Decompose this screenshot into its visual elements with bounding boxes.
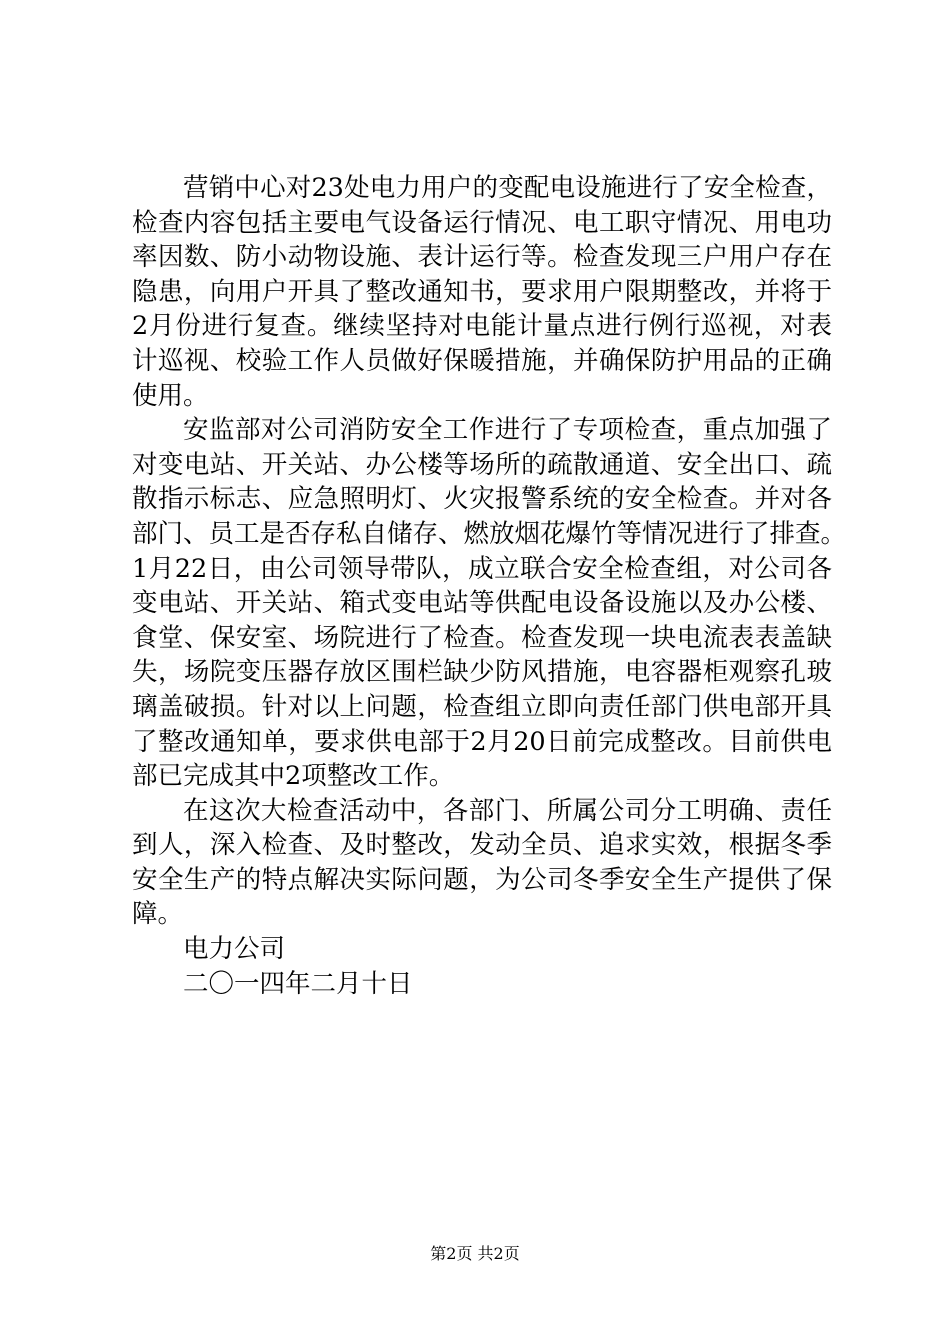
- paragraph-line: 食堂、保安室、场院进行了检查。检查发现一块电流表表盖缺: [132, 622, 832, 653]
- document-body: [132, 171, 847, 1001]
- paragraph-line: 1月22日，由公司领导带队，成立联合安全检查组，对公司各: [132, 553, 832, 584]
- paragraph-line: 隐患，向用户开具了整改通知书，要求用户限期整改，并将于: [132, 276, 832, 307]
- signature-company: 电力公司: [183, 934, 286, 965]
- paragraph-line: 障。: [132, 899, 184, 930]
- paragraph-line: 安监部对公司消防安全工作进行了专项检查，重点加强了: [183, 415, 832, 446]
- signature-date: 二〇一四年二月十日: [183, 968, 413, 999]
- paragraph-line: 计巡视、校验工作人员做好保暖措施，并确保防护用品的正确: [132, 345, 832, 376]
- paragraph-fire-safety-inspection: [132, 413, 847, 794]
- paragraph-summary: [132, 794, 832, 932]
- paragraph-line: 到人，深入检查、及时整改，发动全员、追求实效，根据冬季: [132, 830, 832, 861]
- paragraph-line: 2月份进行复查。继续坚持对电能计量点进行例行巡视，对表: [132, 311, 832, 342]
- paragraph-line: 使用。: [132, 380, 209, 411]
- paragraph-line: 部已完成其中2项整改工作。: [132, 761, 455, 792]
- paragraph-line: 散指示标志、应急照明灯、火灾报警系统的安全检查。并对各: [132, 484, 832, 515]
- paragraph-line: 检查内容包括主要电气设备运行情况、电工职守情况、用电功: [132, 207, 832, 238]
- paragraph-line: 对变电站、开关站、办公楼等场所的疏散通道、安全出口、疏: [132, 449, 832, 480]
- paragraph-line: 在这次大检查活动中，各部门、所属公司分工明确、责任: [183, 795, 832, 826]
- paragraph-line: 变电站、开关站、箱式变电站等供配电设备设施以及办公楼、: [132, 588, 832, 619]
- paragraph-line: 失，场院变压器存放区围栏缺少防风措施，电容器柜观察孔玻: [132, 657, 832, 688]
- paragraph-marketing-inspection: [132, 171, 832, 413]
- paragraph-line: 安全生产的特点解决实际问题，为公司冬季安全生产提供了保: [132, 864, 832, 895]
- paragraph-line: 了整改通知单，要求供电部于2月20日前完成整改。目前供电: [132, 726, 832, 757]
- paragraph-line: 营销中心对23处电力用户的变配电设施进行了安全检查，: [183, 173, 832, 203]
- paragraph-line: 率因数、防小动物设施、表计运行等。检查发现三户用户存在: [132, 242, 832, 273]
- paragraph-line: 部门、员工是否存私自储存、燃放烟花爆竹等情况进行了排查。: [132, 518, 847, 549]
- paragraph-line: 璃盖破损。针对以上问题，检查组立即向责任部门供电部开具: [132, 691, 832, 722]
- page-number-footer: 第2页 共2页: [430, 1244, 520, 1263]
